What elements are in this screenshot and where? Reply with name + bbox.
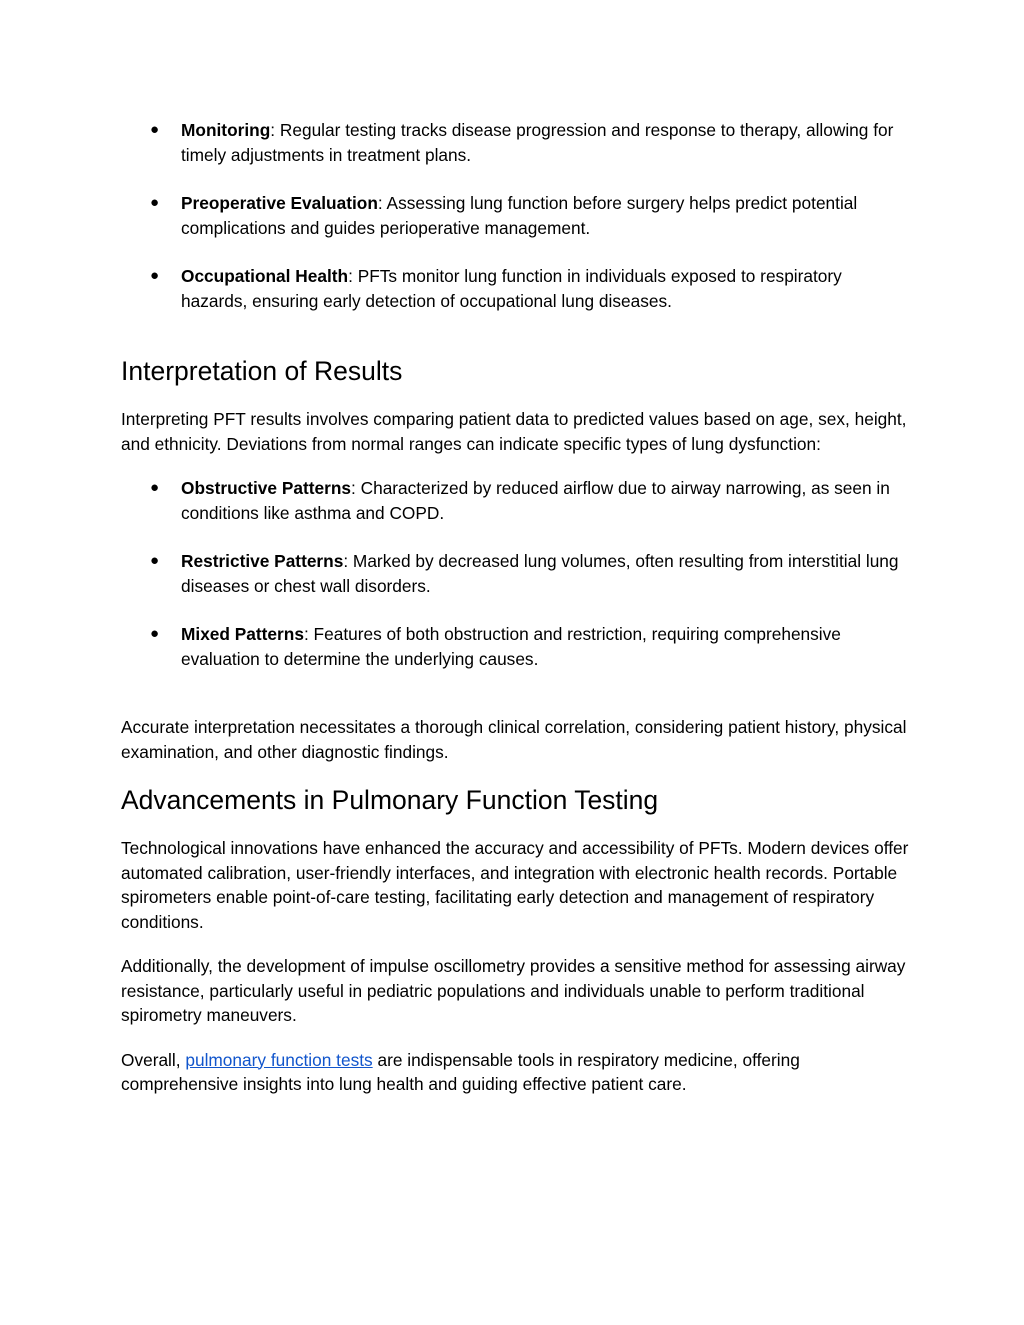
bullet-icon: ● [150, 194, 160, 211]
list-item [121, 622, 911, 671]
patterns-list [121, 476, 911, 671]
section-heading-interpretation: Interpretation of Results [121, 356, 403, 386]
list-item [121, 191, 911, 240]
list-item [121, 118, 911, 167]
list-item-term: Restrictive Patterns [181, 551, 344, 571]
list-item [121, 549, 911, 598]
uses-list [121, 118, 911, 313]
advancements-paragraph-3 [121, 1048, 911, 1097]
list-item-text: : Characterized by reduced airflow due to airway narrowing, as seen in conditions like asthma and COPD. [181, 478, 890, 523]
advancements-paragraph-2: Additionally, the development of impulse oscillometry provides a sensitive method for assessing airway resistance, particularly useful in pediatric populations and individuals unable to perform traditional spirometry maneuvers. [121, 956, 906, 1025]
pulmonary-function-tests-link[interactable]: pulmonary function tests [185, 1049, 373, 1070]
paragraph-text: Overall, [121, 1049, 186, 1070]
bullet-icon: ● [150, 267, 160, 284]
list-item-term: Monitoring [181, 120, 271, 140]
list-item [121, 476, 911, 525]
bullet-icon: ● [150, 121, 160, 138]
list-item-text: : Marked by decreased lung volumes, often resulting from interstitial lung diseases or chest wall disorders. [181, 551, 899, 596]
paragraph-text: are indispensable tools in respiratory medicine, offering comprehensive insights into lung health and guiding effective patient care. [121, 1049, 800, 1094]
list-item-text: : PFTs monitor lung function in individuals exposed to respiratory hazards, ensuring early detection of occupational lung diseases. [181, 266, 842, 311]
advancements-paragraph-1: Technological innovations have enhanced the accuracy and accessibility of PFTs. Modern devices offer automated calibration, user-friendly interfaces, and integration with electronic health records. Portable spirometers enable point-of-care testing, facilitating early detection and management of respiratory conditions. [121, 838, 909, 932]
list-item [121, 264, 911, 313]
bullet-icon: ● [150, 625, 160, 642]
list-item-term: Preoperative Evaluation [181, 193, 378, 213]
section-heading-advancements: Advancements in Pulmonary Function Testing [121, 785, 659, 815]
list-item-term: Occupational Health [181, 266, 349, 286]
list-item-term: Obstructive Patterns [181, 478, 351, 498]
list-item-text: : Assessing lung function before surgery helps predict potential complications and guides perioperative management. [181, 193, 858, 238]
bullet-icon: ● [150, 552, 160, 569]
list-item-text: : Features of both obstruction and restriction, requiring comprehensive evaluation to determine the underlying causes. [181, 624, 841, 669]
list-item-text: : Regular testing tracks disease progression and response to therapy, allowing for timely adjustments in treatment plans. [181, 120, 894, 165]
list-item-term: Mixed Patterns [181, 624, 304, 644]
interpretation-closing: Accurate interpretation necessitates a thorough clinical correlation, considering patient history, physical examination, and other diagnostic findings. [121, 717, 907, 762]
interpretation-intro: Interpreting PFT results involves comparing patient data to predicted values based on age, sex, height, and ethnicity. Deviations from normal ranges can indicate specific types of lung dysfunction: [121, 409, 907, 454]
document-body [121, 118, 911, 1097]
bullet-icon: ● [150, 479, 160, 496]
